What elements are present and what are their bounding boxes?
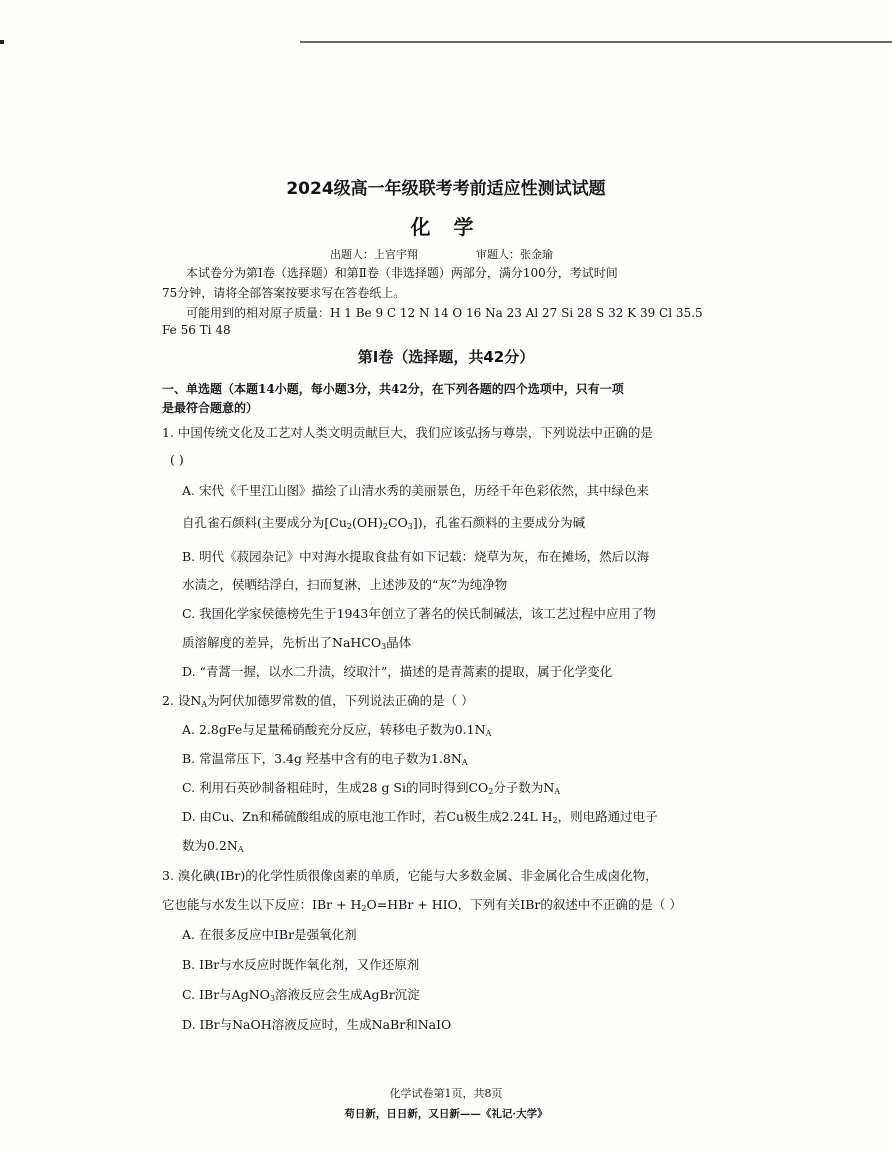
q2-option-c: C. 利用石英砂制备粗硅时，生成28 g Si的同时得到$CO_2$分子数为$N_A$	[182, 780, 561, 796]
q1-option-b-line-2: 水渍之，侯晒结浮白，扫而复淋，上述涉及的“灰”为纯净物	[182, 577, 508, 592]
section-instruction-2: 是最符合题意的）	[162, 401, 259, 415]
section-instruction-1: 一、单选题（本题14小题，每小题3分，共42分，在下列各题的四个选项中，只有一项	[162, 382, 624, 396]
scan-mark	[0, 40, 4, 44]
q1-answer-bracket: ( )	[170, 452, 184, 467]
q2-option-d-line-2: 数为$0.2N_A$	[182, 838, 244, 854]
q3-stem-line-2: 它也能与水发生以下反应：IBr + $H_2O=HBr$ + HIO，下列有关IBr的叙述中不正确的是（ ）	[162, 897, 682, 913]
q3-option-c: C. IBr与AgNO$_3$溶液反应会生成AgBr沉淀	[182, 987, 420, 1003]
q2-option-b: B. 常温常压下，3.4g 羟基中含有的电子数为$1.8N_A$	[182, 751, 468, 767]
setter: 出题人：上官宇翔	[330, 248, 418, 261]
exam-title: 2024级高一年级联考考前适应性测试试题	[286, 179, 606, 199]
intro-line-2: 75分钟，请将全部答案按要求写在答卷纸上。	[162, 286, 406, 300]
q1-option-a-line-1: A. 宋代《千里江山图》描绘了山清水秀的美丽景色，历经千年色彩依然，其中绿色来	[182, 483, 649, 498]
q1-stem: 1. 中国传统文化及工艺对人类文明贡献巨大，我们应该弘扬与尊崇，下列说法中正确的是	[162, 425, 653, 440]
q2-option-d-line-1: D. 由Cu、Zn和稀硫酸组成的原电池工作时，若Cu极生成2.24L $H_2$，则电路通过电子	[182, 809, 658, 825]
q1-option-d: D. “青蒿一握，以水二升渍，绞取汁”，描述的是青蒿素的提取，属于化学变化	[182, 664, 613, 679]
atomic-masses-line-1: 可能用到的相对原子质量：H 1 Be 9 C 12 N 14 O 16 Na 23 Al 27 Si 28 S 32 K 39 Cl 35.5	[186, 306, 703, 320]
intro-line-1: 本试卷分为第Ⅰ卷（选择题）和第Ⅱ卷（非选择题）两部分，满分100分，考试时间	[186, 266, 618, 280]
q3-option-b: B. IBr与水反应时既作氧化剂，又作还原剂	[182, 957, 420, 972]
q1-option-c-line-1: C. 我国化学家侯德榜先生于1943年创立了著名的侯氏制碱法，该工艺过程中应用了物	[182, 606, 656, 621]
q3-stem-line-1: 3. 溴化碘(IBr)的化学性质很像卤素的单质，它能与大多数金属、非金属化合生成卤化物，	[162, 868, 658, 883]
q3-option-a: A. 在很多反应中IBr是强氧化剂	[182, 927, 357, 942]
q1-option-b-line-1: B. 明代《菽园杂记》中对海水提取食盐有如下记载：烧草为灰，布在摊场，然后以海	[182, 549, 650, 564]
authors-line	[330, 246, 553, 262]
section-title: 第Ⅰ卷（选择题，共42分）	[357, 348, 535, 366]
q3-option-d: D. IBr与NaOH溶液反应时，生成NaBr和NaIO	[182, 1017, 452, 1032]
atomic-masses-line-2: Fe 56 Ti 48	[162, 323, 231, 337]
q1-option-c-line-2: 质溶解度的差异，先析出了NaHCO$_3$晶体	[182, 635, 412, 651]
footer-quote: 苟日新，日日新，又日新——《礼记·大学》	[344, 1108, 548, 1120]
q2-stem: 2. 设$N_A$为阿伏加德罗常数的值，下列说法正确的是（ ）	[162, 693, 474, 709]
q1-option-a-line-2: 自孔雀石颜料(主要成分为$[Cu_2(OH)_2CO_3]$)，孔雀石颜料的主要成分为碱	[182, 515, 586, 531]
page-footer: 化学试卷第1页，共8页	[389, 1087, 503, 1100]
reviewer: 审题人：张金瑜	[476, 248, 553, 261]
scan-border-line	[300, 41, 892, 43]
q2-option-a: A. 2.8gFe与足量稀硝酸充分反应，转移电子数为$0.1N_A$	[182, 722, 492, 738]
subject-title: 化 学	[410, 215, 482, 239]
